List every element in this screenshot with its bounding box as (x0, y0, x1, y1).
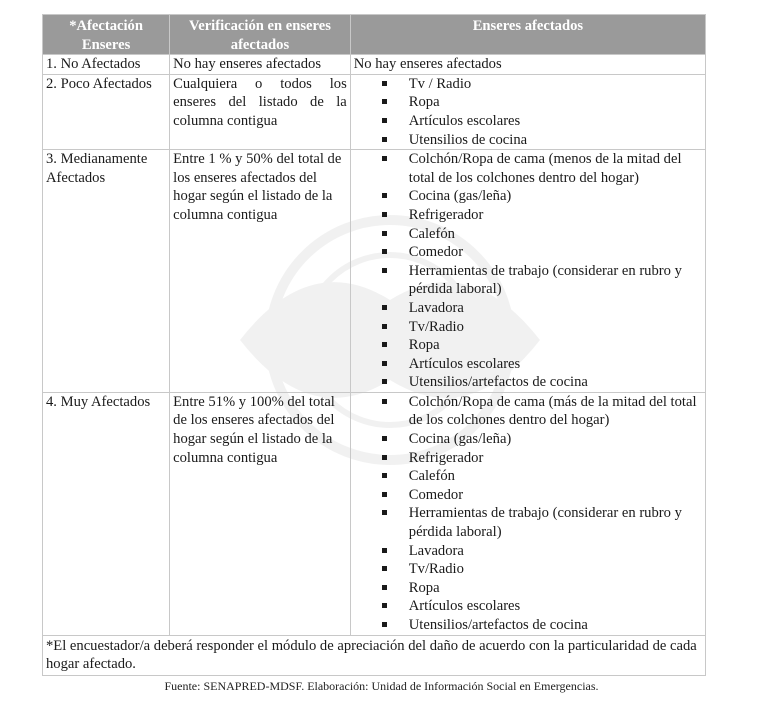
list-item: Comedor (354, 486, 705, 505)
list-item: Tv/Radio (354, 560, 705, 579)
list-item: Colchón/Ropa de cama (menos de la mitad del total de los colchones dentro del hogar) (354, 150, 705, 187)
list-item: Ropa (354, 336, 705, 355)
list-item: Herramientas de trabajo (considerar en rubro y pérdida laboral) (354, 504, 705, 541)
row-level: 2. Poco Afectados (43, 74, 170, 149)
row-items (350, 74, 705, 149)
row-level: 4. Muy Afectados (43, 392, 170, 635)
list-item: Cocina (gas/leña) (354, 430, 705, 449)
row-verification: Entre 1 % y 50% del total de los enseres afectados del hogar según el listado de la columna contigua (170, 150, 351, 393)
list-item: Calefón (354, 225, 705, 244)
list-item: Herramientas de trabajo (considerar en rubro y pérdida laboral) (354, 262, 705, 299)
list-item: Tv / Radio (354, 75, 705, 94)
row-items (350, 150, 705, 393)
list-item: Calefón (354, 467, 705, 486)
row-items-text: No hay enseres afectados (350, 55, 705, 75)
list-item: Refrigerador (354, 449, 705, 468)
row-verification: No hay enseres afectados (170, 55, 351, 75)
list-item: Colchón/Ropa de cama (más de la mitad del total de los colchones dentro del hogar) (354, 393, 705, 430)
list-item: Ropa (354, 579, 705, 598)
table-row (43, 74, 706, 149)
items-list (354, 150, 705, 392)
table-note: *El encuestador/a deberá responder el módulo de apreciación del daño de acuerdo con la particularidad de cada hogar afectado. (43, 635, 706, 675)
header-enseres: Enseres afectados (350, 15, 705, 55)
list-item: Lavadora (354, 542, 705, 561)
source-caption: Fuente: SENAPRED-MDSF. Elaboración: Unidad de Información Social en Emergencias. (164, 679, 599, 693)
table-note-row (43, 635, 706, 675)
list-item: Refrigerador (354, 206, 705, 225)
list-item: Utensilios/artefactos de cocina (354, 616, 705, 635)
list-item: Ropa (354, 93, 705, 112)
list-item: Comedor (354, 243, 705, 262)
row-level: 3. Medianamente Afectados (43, 150, 170, 393)
row-items (350, 392, 705, 635)
items-list (354, 393, 705, 635)
table-header-row (43, 15, 706, 55)
row-verification: Cualquiera o todos los enseres del listado de la columna contigua (170, 74, 351, 149)
list-item: Artículos escolares (354, 112, 705, 131)
list-item: Utensilios de cocina (354, 131, 705, 150)
list-item: Artículos escolares (354, 355, 705, 374)
row-level: 1. No Afectados (43, 55, 170, 75)
list-item: Utensilios/artefactos de cocina (354, 373, 705, 392)
list-item: Tv/Radio (354, 318, 705, 337)
table-row (43, 392, 706, 635)
header-afectacion: *Afectación Enseres (43, 15, 170, 55)
row-verification: Entre 51% y 100% del total de los enseres afectados del hogar según el listado de la columna contigua (170, 392, 351, 635)
list-item: Lavadora (354, 299, 705, 318)
list-item: Cocina (gas/leña) (354, 187, 705, 206)
table-row (43, 150, 706, 393)
header-verificacion: Verificación en enseres afectados (170, 15, 351, 55)
list-item: Artículos escolares (354, 597, 705, 616)
items-list (354, 75, 705, 149)
damage-classification-table (42, 14, 706, 676)
table-row (43, 55, 706, 75)
